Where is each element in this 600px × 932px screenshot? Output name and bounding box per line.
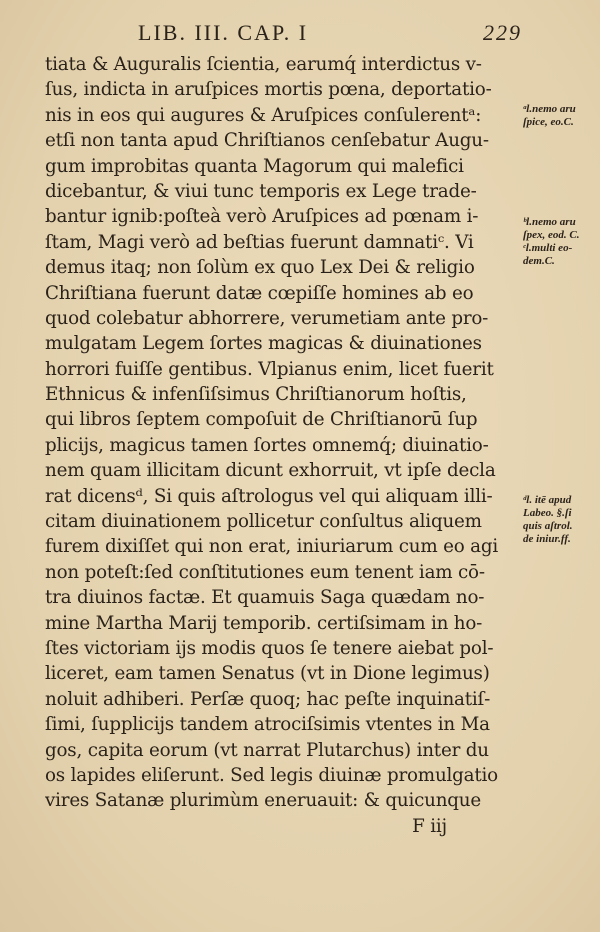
marginal-note — [523, 216, 600, 268]
text-line: quod colebatur abhorrere, verumetiam ante pro- — [45, 307, 489, 329]
text-line: tiata & Auguralis ſcientia, earumq́ interdictus v- — [45, 54, 482, 75]
text-line: mine Martha Marij temporib. certiſsimam in ho- — [45, 612, 483, 634]
text-line: dicebantur, & viui tunc temporis ex Lege trade- — [45, 180, 477, 202]
text-line: plicijs, magicus tamen ſortes omnemq́; diuinatio- — [45, 434, 489, 456]
page-header — [138, 20, 522, 50]
signature-mark: F iij — [412, 815, 447, 837]
marginal-note-line: ᶜl.multi eo- — [523, 242, 573, 254]
text-line: gum improbitas quanta Magorum qui malefici — [45, 155, 464, 177]
main-text — [45, 52, 517, 839]
marginal-note-line: ſpex, eod. C. — [523, 229, 580, 241]
text-line: non poteſt:ſed conſtitutiones eum tenent iam cō- — [45, 561, 485, 583]
marginal-note-line: ᵈl. itē apud — [523, 494, 572, 506]
text-line: os lapides eliſerunt. Sed legis diuinæ promulgatio — [45, 764, 498, 786]
text-line: gos, capita eorum (vt narrat Plutarchus) inter du — [45, 739, 489, 761]
marginal-note — [523, 494, 600, 546]
text-line: rat dicensᵈ, Si quis aſtrologus vel qui aliquam illi- — [45, 485, 493, 507]
text-line: horrori fuiſſe gentibus. Vlpianus enim, licet fuerit — [45, 358, 494, 380]
text-line: demus itaq; non ſolùm ex quo Lex Dei & religio — [45, 257, 475, 279]
text-line: citam diuinationem pollicetur conſultus aliquem — [45, 511, 482, 533]
text-line: noluit adhiberi. Perſæ quoq; hac peſte inquinatiſ- — [45, 688, 491, 710]
marginal-note-line: quis aſtrol. — [523, 520, 573, 532]
marginal-note-line: ſpice, eo.C. — [523, 116, 574, 128]
text-line: ſimi, ſupplicijs tandem atrociſsimis vtentes in Ma — [45, 714, 490, 736]
text-line: bantur ignib:poſteà verò Aruſpices ad pœnam i- — [45, 206, 479, 228]
text-line: etſi non tanta apud Chriſtianos cenſebatur Augu- — [45, 130, 489, 152]
marginal-note-line: de iniur.ff. — [523, 533, 571, 545]
marginal-note-line: ᵃl.nemo aru — [523, 103, 576, 115]
text-line: ſtam, Magi verò ad beſtias fuerunt damnatiᶜ. Vi — [45, 231, 474, 253]
text-line: ſtes victoriam ijs modis quos ſe tenere aiebat pol- — [45, 637, 494, 659]
text-line: vires Satanæ plurimùm eneruauit: & quicunque — [45, 790, 481, 812]
page-number: 229 — [483, 20, 522, 45]
text-line: qui libros ſeptem compoſuit de Chriſtianorū ſup — [45, 409, 478, 431]
text-line: Ethnicus & infenſiſsimus Chriſtianorum hoſtis, — [45, 384, 467, 406]
text-line: mulgatam Legem ſortes magicas & diuinationes — [45, 333, 482, 355]
text-line: liceret, eam tamen Senatus (vt in Dione legimus) — [45, 663, 490, 685]
text-line: furem dixiſſet qui non erat, iniuriarum cum eo agi — [45, 536, 499, 558]
text-line: Chriſtiana fuerunt datæ cœpiſſe homines ab eo — [45, 282, 474, 304]
text-line: ſus, indicta in aruſpices mortis pœna, deportatio- — [45, 79, 492, 101]
text-line: nis in eos qui augures & Aruſpices conſulerentᵃ: — [45, 104, 482, 126]
marginal-note-line: Labeo. §.ſi — [523, 507, 572, 519]
marginal-note-line: dem.C. — [523, 255, 555, 267]
marginal-note-line: ᵇl.nemo aru — [523, 216, 576, 228]
text-line: tra diuinos factæ. Et quamuis Saga quædam no- — [45, 587, 485, 609]
text-line: nem quam illicitam dicunt exhorruit, vt ipſe decla — [45, 460, 496, 482]
marginal-note — [523, 103, 600, 129]
running-head: LIB. III. CAP. I — [138, 20, 309, 45]
